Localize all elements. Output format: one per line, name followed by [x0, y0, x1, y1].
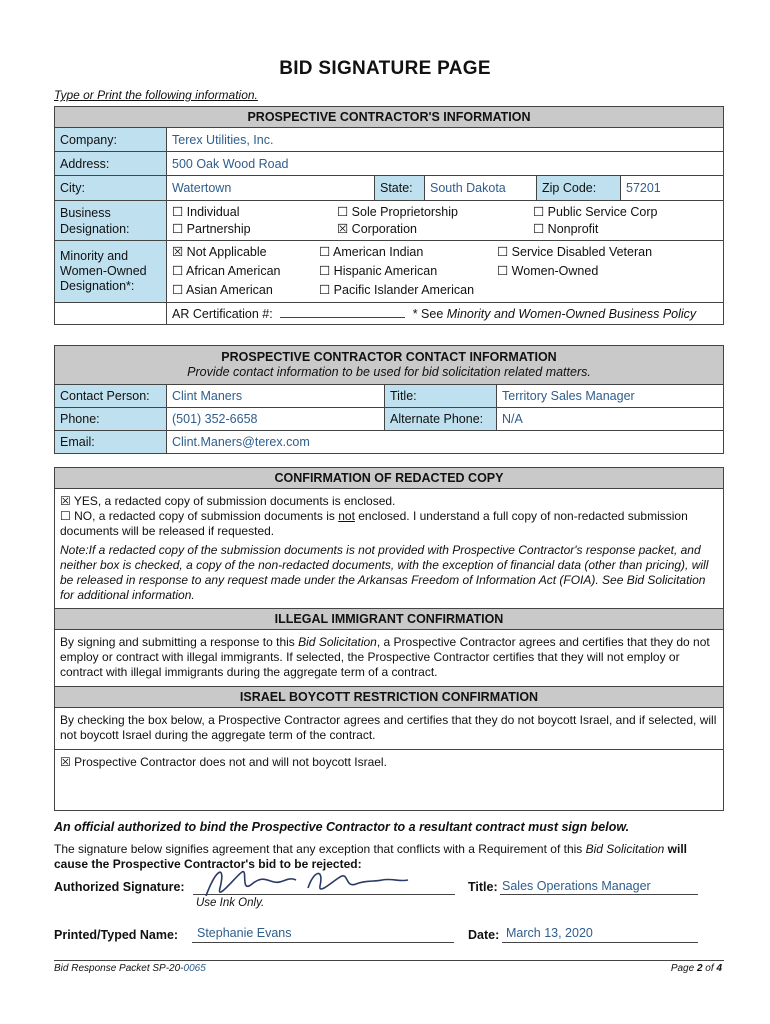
phone-field[interactable]: (501) 352-6658 [167, 408, 385, 431]
redacted-header: CONFIRMATION OF REDACTED COPY [55, 468, 723, 489]
zip-field[interactable]: 57201 [621, 176, 724, 201]
redacted-note: Note:If a redacted copy of the submission documents is not provided with Prospective Contractor's response packet, and neither box is checked, a copy of the non-redacted documents, with the exception of financial data (other than pricing), will be released in response to any request made under the Arkansas Freedom of Information Act (FOIA). See Bid Solicitation for additional information. [60, 543, 709, 602]
contact-title-label: Title: [385, 385, 497, 408]
redacted-no-text-a: ☐ NO, a redacted copy of submission documents is [60, 509, 339, 523]
use-ink-note: Use Ink Only. [196, 897, 265, 909]
ar-cert-line[interactable] [280, 317, 405, 318]
city-label: City: [55, 176, 167, 201]
immigrant-text-a: By signing and submitting a response to this [60, 635, 299, 649]
redacted-yes-option[interactable]: ☒ YES, a redacted copy of submission documents is enclosed. [60, 494, 396, 508]
immigrant-text-bid: Bid Solicitation [298, 635, 377, 649]
contractor-info-table [54, 106, 724, 325]
address-field[interactable]: 500 Oak Wood Road [167, 152, 724, 176]
redacted-no-not: not [338, 509, 355, 523]
state-label: State: [375, 176, 425, 201]
address-label: Address: [55, 152, 167, 176]
minority-opt-african-american[interactable]: ☐ African American [172, 264, 281, 278]
business-opt-public-service-corp[interactable]: ☐ Public Service Corp [533, 204, 658, 219]
footer-current-page: 2 [696, 963, 703, 974]
israel-header: ISRAEL BOYCOTT RESTRICTION CONFIRMATION [55, 686, 723, 708]
instruction-text: Type or Print the following information. [54, 88, 258, 102]
city-field[interactable]: Watertown [167, 176, 375, 201]
business-opt-sole-proprietorship[interactable]: ☐ Sole Proprietorship [337, 204, 458, 219]
date-label: Date: [468, 928, 500, 942]
minority-opt-american-indian[interactable]: ☐ American Indian [319, 245, 424, 259]
company-label: Company: [55, 128, 167, 152]
phone-label: Phone: [55, 408, 167, 431]
redacted-no-text-b: enclosed. I understand a full copy of non-redacted submission documents will be released if requested. [60, 509, 688, 538]
email-field[interactable]: Clint.Maners@terex.com [167, 431, 724, 454]
signature-note-a: The signature below signifies agreement that any exception that conflicts with a Requirement of this [54, 842, 586, 856]
minority-opt-not-applicable[interactable]: ☒ Not Applicable [172, 245, 267, 259]
footer-solicitation-number: 0065 [183, 963, 206, 974]
printed-name-line [192, 942, 454, 943]
minority-opt-pacific-islander[interactable]: ☐ Pacific Islander American [319, 283, 475, 297]
title-field[interactable]: Sales Operations Manager [502, 879, 651, 893]
signature-note-b: will cause the Prospective Contractor's bid to be rejected: [54, 842, 688, 871]
alt-phone-field[interactable]: N/A [497, 408, 724, 431]
immigrant-text-b: , a Prospective Contractor agrees and certifies that they do not employ or contract with illegal immigrants. If selected, the Prospective Contractor certifies that they will not employ or contract with illegal immigrants during the aggregate term of a contract. [60, 635, 710, 679]
footer-page-number [671, 963, 722, 974]
footer-total-pages: 4 [716, 963, 722, 974]
business-opt-partnership[interactable]: ☐ Partnership [172, 221, 251, 236]
signature-note-bid: Bid Solicitation [585, 842, 665, 856]
contact-title-field[interactable]: Territory Sales Manager [497, 385, 724, 408]
israel-text: By checking the box below, a Prospective Contractor agrees and certifies that they do not boycott Israel, and if selected, will not boycott Israel during the aggregate term of the contract. [55, 708, 723, 750]
date-line [502, 942, 698, 943]
page-title: BID SIGNATURE PAGE [279, 58, 491, 79]
title-line [500, 894, 698, 895]
footer-left-text: Bid Response Packet SP-20- [54, 963, 184, 974]
email-label: Email: [55, 431, 167, 454]
official-note: An official authorized to bind the Prospective Contractor to a resultant contract must sign below. [54, 820, 630, 834]
contact-info-header: PROSPECTIVE CONTRACTOR CONTACT INFORMATION [221, 350, 557, 364]
contact-info-table [54, 345, 724, 454]
business-opt-individual[interactable]: ☐ Individual [172, 204, 240, 219]
alt-phone-label: Alternate Phone: [385, 408, 497, 431]
business-designation-label: Business Designation: [55, 201, 167, 241]
printed-name-label: Printed/Typed Name: [54, 928, 179, 942]
minority-opt-hispanic-american[interactable]: ☐ Hispanic American [319, 264, 438, 278]
confirmation-box [54, 467, 724, 811]
immigrant-text [55, 630, 723, 686]
business-opt-corporation[interactable]: ☒ Corporation [337, 221, 417, 236]
contact-person-label: Contact Person: [55, 385, 167, 408]
footer-page-of: of [702, 963, 717, 974]
company-field[interactable]: Terex Utilities, Inc. [167, 128, 724, 152]
redacted-no-option[interactable] [60, 509, 718, 539]
contact-info-subheader: Provide contact information to be used for bid solicitation related matters. [187, 365, 591, 379]
minority-designation-label: Minority and Women-Owned Designation*: [55, 241, 167, 303]
business-opt-nonprofit[interactable]: ☐ Nonprofit [533, 221, 599, 236]
ar-note-prefix: * See [412, 306, 447, 321]
immigrant-header: ILLEGAL IMMIGRANT CONFIRMATION [55, 608, 723, 630]
footer-page-prefix: Page [670, 963, 697, 974]
minority-opt-women-owned[interactable]: ☐ Women-Owned [497, 264, 599, 278]
printed-name-field[interactable]: Stephanie Evans [197, 926, 292, 940]
contact-person-field[interactable]: Clint Maners [167, 385, 385, 408]
title-label: Title: [468, 880, 498, 894]
ar-note-policy: Minority and Women-Owned Business Policy [446, 306, 697, 321]
date-field[interactable]: March 13, 2020 [506, 926, 593, 940]
state-field[interactable]: South Dakota [425, 176, 537, 201]
contractor-info-header: PROSPECTIVE CONTRACTOR'S INFORMATION [55, 107, 724, 128]
footer [54, 960, 724, 974]
ar-cert-label: AR Certification #: [172, 306, 273, 321]
auth-signature-label: Authorized Signature: [54, 880, 185, 894]
zip-label: Zip Code: [537, 176, 621, 201]
minority-opt-asian-american[interactable]: ☐ Asian American [172, 283, 273, 297]
israel-check-option[interactable]: ☒ Prospective Contractor does not and will not boycott Israel. [60, 755, 387, 769]
minority-opt-service-disabled-veteran[interactable]: ☐ Service Disabled Veteran [497, 245, 653, 259]
